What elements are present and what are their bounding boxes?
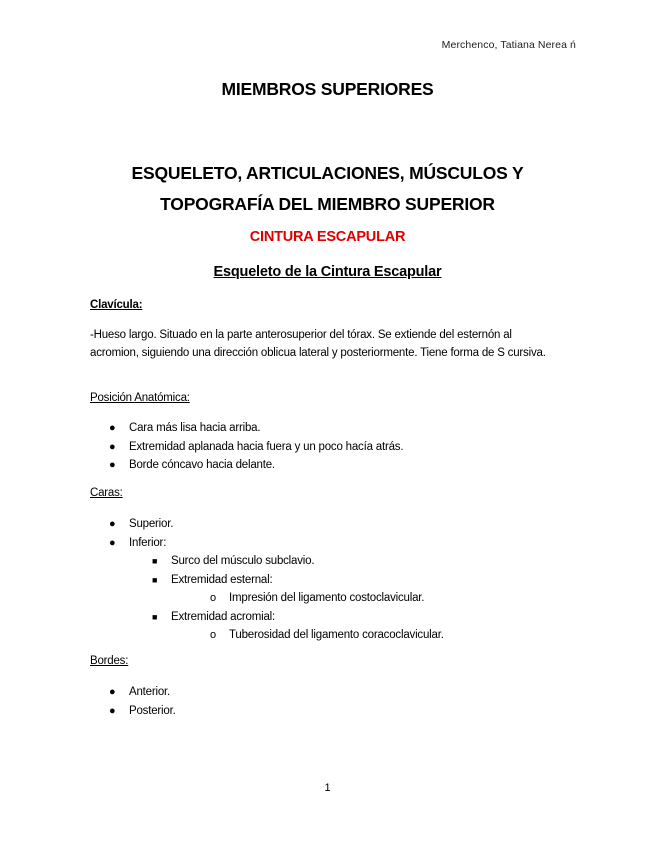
list-item bbox=[129, 571, 550, 608]
circle-bullet-icon: o bbox=[210, 592, 216, 604]
list-item-text: Extremidad esternal: bbox=[171, 573, 273, 586]
list-item bbox=[90, 456, 550, 475]
list-item bbox=[90, 515, 550, 534]
main-title: MIEMBROS SUPERIORES bbox=[221, 79, 434, 99]
posicion-heading: Posición Anatómica: bbox=[90, 392, 190, 404]
caras-heading: Caras: bbox=[90, 487, 123, 499]
clavicula-heading: Clavícula: bbox=[90, 299, 143, 311]
bullet-icon: ● bbox=[109, 536, 116, 549]
page-number: 1 bbox=[324, 782, 331, 794]
list-item-text: Extremidad aplanada hacia fuera y un poco hacía atrás. bbox=[129, 440, 404, 453]
list-item bbox=[90, 438, 550, 457]
subtitle-line-1: ESQUELETO, ARTICULACIONES, MÚSCULOS Y bbox=[131, 163, 524, 183]
circle-bullet-icon: o bbox=[210, 629, 216, 641]
list-item-text: Inferior: bbox=[129, 536, 167, 549]
list-item bbox=[90, 683, 550, 702]
subtitle bbox=[0, 158, 655, 220]
section-heading: CINTURA ESCAPULAR bbox=[249, 229, 406, 245]
list-item bbox=[171, 626, 550, 645]
square-bullet-icon: ■ bbox=[152, 574, 158, 585]
caras-list bbox=[90, 515, 550, 645]
list-item-text: Cara más lisa hacia arriba. bbox=[129, 422, 261, 434]
square-bullet-icon: ■ bbox=[152, 611, 158, 622]
list-item-text: Borde cóncavo hacia delante. bbox=[129, 459, 275, 471]
list-item-text: Superior. bbox=[129, 518, 174, 530]
list-item-text: Tuberosidad del ligamento coracoclavicular. bbox=[229, 629, 444, 641]
list-item bbox=[129, 552, 550, 571]
bullet-icon: ● bbox=[109, 459, 116, 471]
list-item bbox=[171, 589, 550, 608]
list-item-text: Posterior. bbox=[129, 704, 176, 717]
list-item-text: Anterior. bbox=[129, 686, 171, 698]
bullet-icon: ● bbox=[109, 422, 116, 434]
list-item bbox=[90, 419, 550, 438]
header-author: Merchenco, Tatiana Nerea ń bbox=[441, 39, 576, 51]
list-item bbox=[90, 702, 550, 721]
bordes-list bbox=[90, 683, 550, 720]
list-item-text: Impresión del ligamento costoclavicular. bbox=[229, 592, 425, 604]
list-item bbox=[129, 608, 550, 645]
bullet-icon: ● bbox=[109, 686, 116, 698]
list-item bbox=[90, 534, 550, 645]
bullet-icon: ● bbox=[109, 704, 116, 717]
bullet-icon: ● bbox=[109, 440, 116, 453]
bordes-heading: Bordes: bbox=[90, 655, 129, 667]
square-bullet-icon: ■ bbox=[152, 556, 158, 566]
posicion-list bbox=[90, 419, 550, 475]
clavicula-description: -Hueso largo. Situado en la parte anterosuperior del tórax. Se extiende del esternón al acromion, siguiendo una dirección oblicua lateral y posteriormente. Tiene forma de S cursiva. bbox=[90, 329, 546, 359]
bullet-icon: ● bbox=[109, 518, 116, 530]
list-item-text: Surco del músculo subclavio. bbox=[171, 555, 315, 567]
list-item-text: Extremidad acromial: bbox=[171, 610, 276, 623]
subsection-heading: Esqueleto de la Cintura Escapular bbox=[213, 264, 442, 280]
subtitle-line-2: TOPOGRAFÍA DEL MIEMBRO SUPERIOR bbox=[160, 194, 495, 214]
